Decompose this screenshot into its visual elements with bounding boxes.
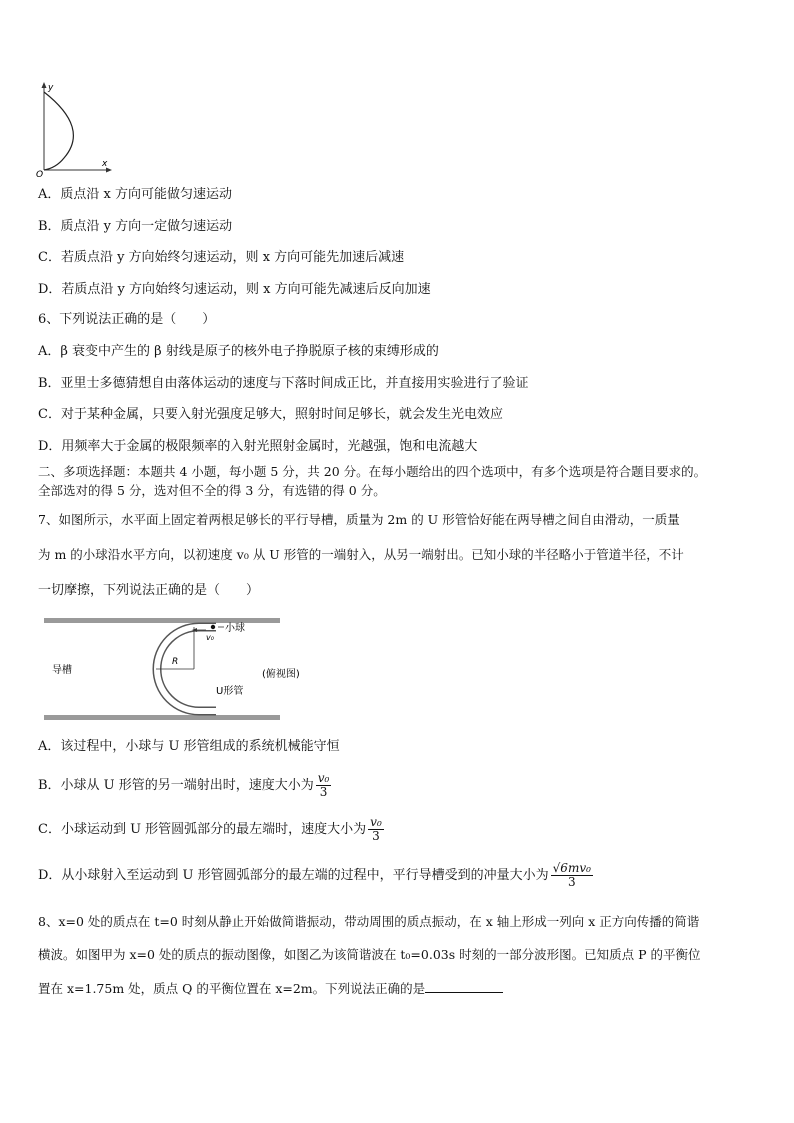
denominator: 3: [567, 875, 576, 889]
q7-stem-3: 一切摩擦，下列说法正确的是（ ）: [38, 583, 260, 598]
q8-stem-2: 横波。如图甲为 x=0 处的质点的振动图像，如图乙为该简谐波在 t₀=0.03s 时刻的一部分波形图。已知质点 P 的平衡位: [38, 947, 701, 962]
numerator: v₀: [317, 771, 330, 785]
q5-option-b: B．质点沿 y 方向一定做匀速运动: [38, 219, 233, 234]
section2-heading: 二、多项选择题：本题共 4 小题，每小题 5 分，共 20 分。在每小题给出的四个选项中，有多个选项是符合题目要求的。: [38, 464, 707, 479]
q7-option-a: A．该过程中，小球与 U 形管组成的系统机械能守恒: [38, 739, 340, 754]
q7-option-c: [38, 816, 756, 843]
u-tube-figure: [44, 614, 344, 726]
q7-option-b-text: B．小球从 U 形管的另一端射出时，速度大小为: [38, 778, 314, 793]
q7-stem-1: 7、如图所示，水平面上固定着两根足够长的平行导槽，质量为 2m 的 U 形管恰好能在两导槽之间自由滑动，一质量: [38, 512, 680, 527]
q7-option-d: [38, 862, 756, 889]
numerator: √6mv₀: [552, 861, 591, 875]
u-tube-label: U形管: [216, 686, 244, 697]
numerator: v₀: [370, 815, 382, 829]
q6-stem: 6、下列说法正确的是（ ）: [38, 312, 216, 327]
origin-label: O: [36, 170, 44, 178]
denominator: 3: [319, 785, 328, 799]
q6-option-d: D．用频率大于金属的极限频率的入射光照射金属时，光越强，饱和电流越大: [38, 439, 478, 454]
q7-option-d-fraction: [551, 862, 593, 889]
answer-blank[interactable]: [425, 979, 503, 993]
q6-option-a: A．β 衰变中产生的 β 射线是原子的核外电子挣脱原子核的束缚形成的: [38, 344, 439, 359]
q5-option-a: A．质点沿 x 方向可能做匀速运动: [38, 187, 232, 202]
v0-label: v₀: [206, 633, 214, 642]
radius-label: R: [172, 657, 179, 667]
q6-option-c: C．对于某种金属，只要入射光强度足够大，照射时间足够长，就会发生光电效应: [38, 407, 503, 422]
groove-label: 导槽: [52, 665, 72, 676]
section2-scoring: 全部选对的得 5 分，选对但不全的得 3 分，有选错的得 0 分。: [38, 483, 386, 498]
q8-stem-3-text: 置在 x=1.75m 处，质点 Q 的平衡位置在 x=2m。下列说法正确的是: [38, 981, 426, 996]
trajectory-figure: [30, 78, 120, 178]
ball-label: 小球: [225, 623, 245, 634]
y-axis-label: y: [48, 83, 54, 93]
q7-option-d-text: D．从小球射入至运动到 U 形管圆弧部分的最左端的过程中，平行导槽受到的冲量大小为: [38, 868, 549, 883]
q7-option-c-text: C．小球运动到 U 形管圆弧部分的最左端时，速度大小为: [38, 822, 367, 837]
q7-option-b-fraction: [316, 772, 332, 799]
denominator: 3: [372, 829, 380, 843]
q7-option-b: [38, 772, 756, 799]
q5-option-d: D．若质点沿 y 方向始终匀速运动，则 x 方向可能先减速后反向加速: [38, 282, 431, 297]
top-view-label: (俯视图): [262, 669, 300, 680]
q7-option-c-fraction: [368, 816, 384, 843]
q5-option-c: C．若质点沿 y 方向始终匀速运动，则 x 方向可能先加速后减速: [38, 250, 405, 265]
q8-stem-1: 8、x=0 处的质点在 t=0 时刻从静止开始做简谐振动，带动周围的质点振动，在 x 轴上形成一列向 x 正方向传播的简谐: [38, 914, 700, 929]
q7-stem-2: 为 m 的小球沿水平方向，以初速度 v₀ 从 U 形管的一端射入，从另一端射出。已知小球的半径略小于管道半径，不计: [38, 547, 684, 562]
q6-option-b: B．亚里士多德猜想自由落体运动的速度与下落时间成正比，并直接用实验进行了验证: [38, 376, 529, 391]
q8-stem-3: [38, 979, 756, 998]
x-axis-label: x: [102, 159, 108, 169]
